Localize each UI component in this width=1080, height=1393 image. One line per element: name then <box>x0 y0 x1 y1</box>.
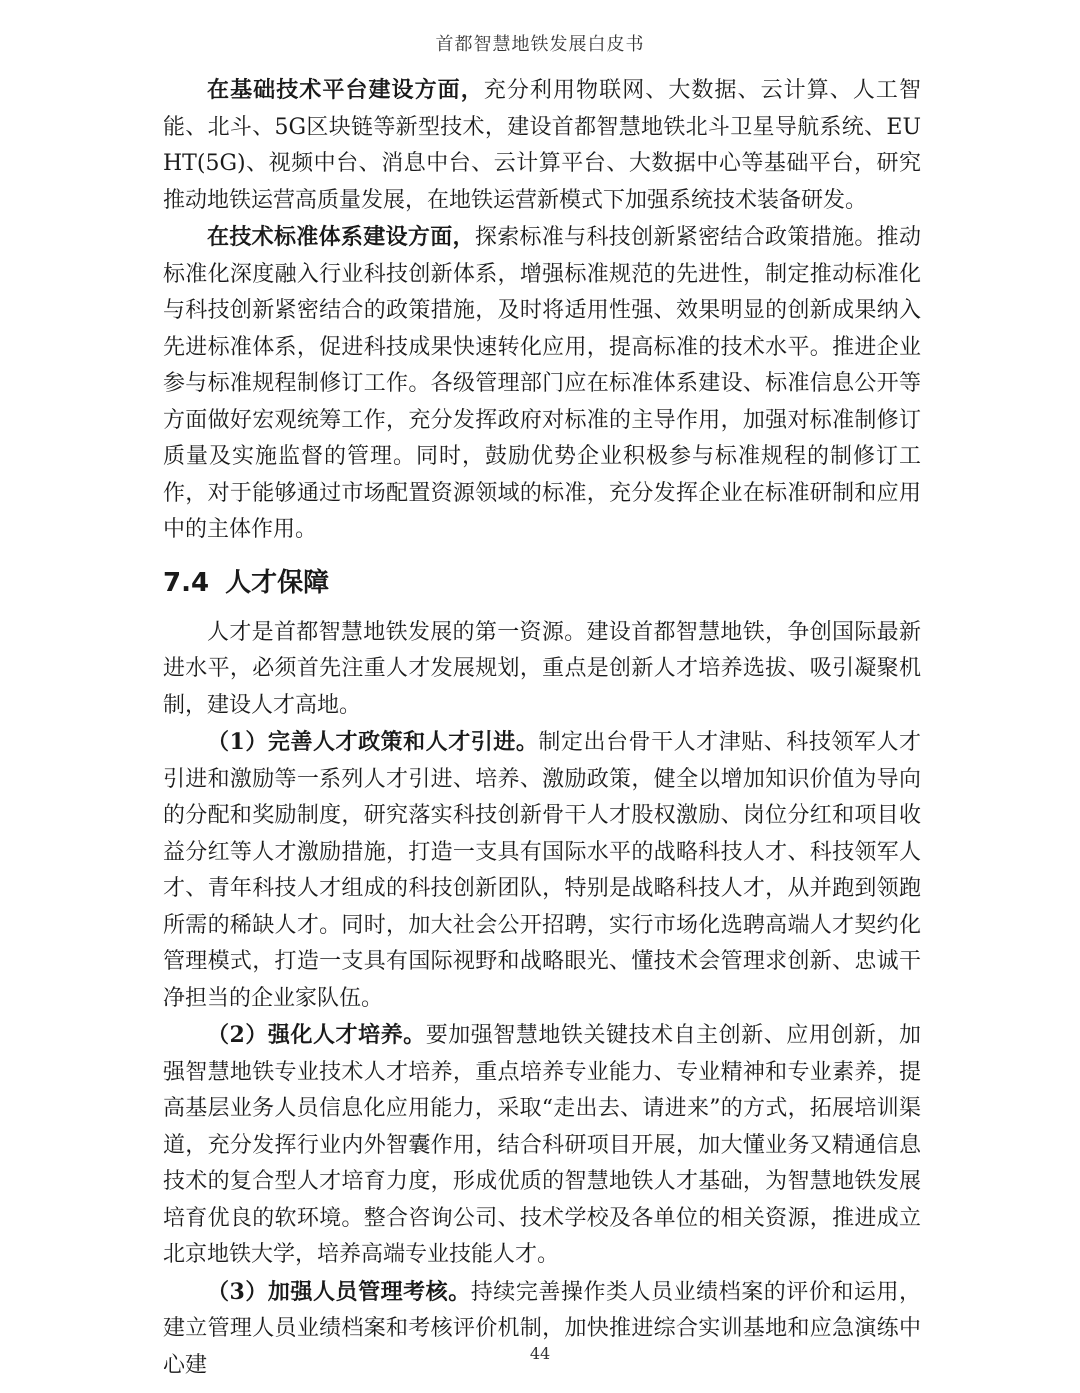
paragraph-item-3 <box>163 1274 921 1385</box>
paragraph-text: 探索标准与科技创新紧密结合政策措施。推动标准化深度融入行业科技创新体系，增强标准规范的先进性，制定推动标准化与科技创新紧密结合的政策措施，及时将适用性强、效果明显的创新成果纳入先进标准体系，促进科技成果快速转化应用，提高标准的技术水平。推进企业参与标准规程制修订工作。各级管理部门应在标准体系建设、标准信息公开等方面做好宏观统筹工作，充分发挥政府对标准的主导作用，加强对标准制修订质量及实施监督的管理。同时，鼓励优势企业积极参与标准规程的制修订工作，对于能够通过市场配置资源领域的标准，充分发挥企业在标准研制和应用中的主体作用。 <box>163 225 921 542</box>
section-heading <box>163 563 921 603</box>
paragraph-lead: （1）完善人才政策和人才引进。 <box>207 729 539 755</box>
paragraph-item-2 <box>163 1017 921 1274</box>
page-number: 44 <box>529 1344 551 1363</box>
paragraph-standards <box>163 219 921 549</box>
paragraph-item-1 <box>163 724 921 1017</box>
paragraph-lead: 在技术标准体系建设方面， <box>207 224 475 250</box>
page-header: 首都智慧地铁发展白皮书 <box>435 34 645 55</box>
paragraph-platform <box>163 72 921 219</box>
section-number: 7.4 <box>163 567 210 598</box>
paragraph-text: 制定出台骨干人才津贴、科技领军人才引进和激励等一系列人才引进、培养、激励政策，健全以增加知识价值为导向的分配和奖励制度，研究落实科技创新骨干人才股权激励、岗位分红和项目收益分红等人才激励措施，打造一支具有国际水平的战略科技人才、科技领军人才、青年科技人才组成的科技创新团队，特别是战略科技人才，从并跑到领跑所需的稀缺人才。同时，加大社会公开招聘，实行市场化选聘高端人才契约化管理模式，打造一支具有国际视野和战略眼光、懂技术会管理求创新、忠诚干净担当的企业家队伍。 <box>163 730 921 1011</box>
paragraph-lead: （3）加强人员管理考核。 <box>207 1278 471 1305</box>
document-body <box>163 72 921 1384</box>
paragraph-intro <box>163 615 921 725</box>
section-title: 人才保障 <box>225 567 330 598</box>
paragraph-lead: （2）强化人才培养。 <box>207 1022 426 1048</box>
paragraph-lead: 在基础技术平台建设方面， <box>207 77 484 103</box>
paragraph-text: 人才是首都智慧地铁发展的第一资源。建设首都智慧地铁，争创国际最新进水平，必须首先注重人才发展规划，重点是创新人才培养选拔、吸引凝聚机制，建设人才高地。 <box>163 619 921 718</box>
paragraph-text: 充分利用物联网、大数据、云计算、人工智能、北斗、5G区块链等新型技术，建设首都智慧地铁北斗卫星导航系统、EUHT(5G)、视频中台、消息中台、云计算平台、大数据中心等基础平台，研究推动地铁运营高质量发展，在地铁运营新模式下加强系统技术装备研发。 <box>163 78 921 213</box>
paragraph-text: 要加强智慧地铁关键技术自主创新、应用创新，加强智慧地铁专业技术人才培养，重点培养专业能力、专业精神和专业素养，提高基层业务人员信息化应用能力，采取“走出去、请进来”的方式，拓展培训渠道，充分发挥行业内外智囊作用，结合科研项目开展，加大懂业务又精通信息技术的复合型人才培育力度，形成优质的智慧地铁人才基础，为智慧地铁发展培育优良的软环境。整合咨询公司、技术学校及各单位的相关资源，推进成立北京地铁大学，培养高端专业技能人才。 <box>163 1023 921 1267</box>
paragraph-text: 持续完善操作类人员业绩档案的评价和运用，建立管理人员业绩档案和考核评价机制，加快推进综合实训基地和应急演练中心建 <box>163 1279 921 1378</box>
